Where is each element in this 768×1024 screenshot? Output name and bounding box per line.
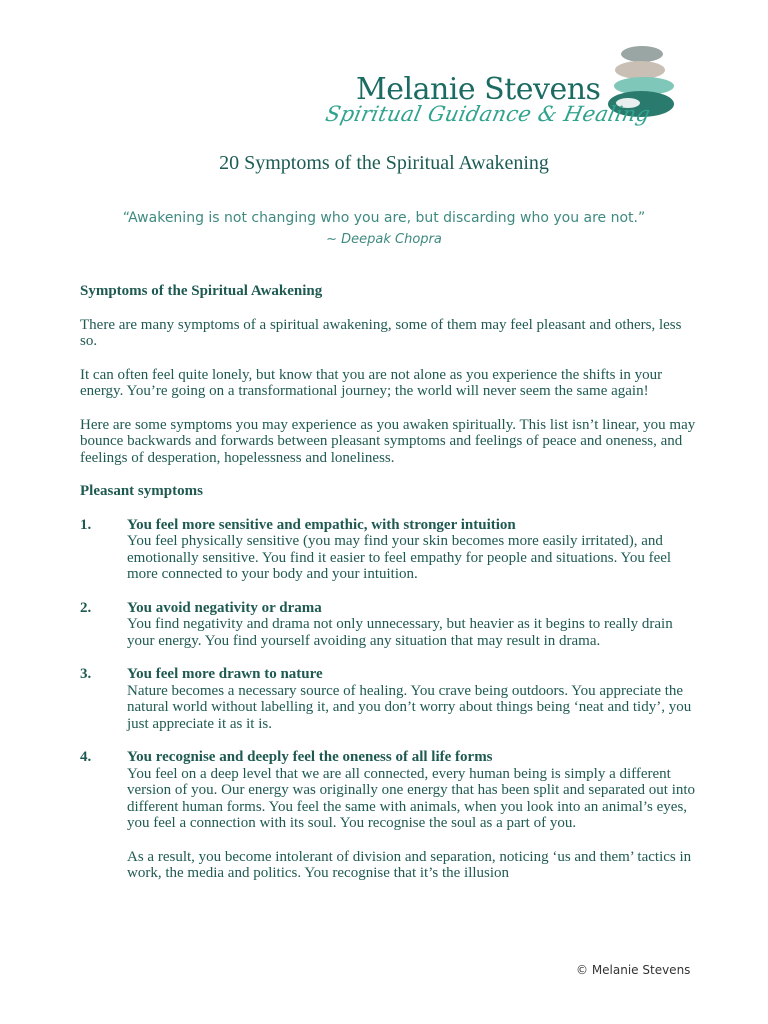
intro-paragraph: It can often feel quite lonely, but know that you are not alone as you experience the shifts in your energy. You’re going on a transformational journey; the world will never seem the same again!	[80, 366, 663, 399]
item-number: 3.	[80, 666, 92, 682]
item-text: Nature becomes a necessary source of healing. You crave being outdoors. You appreciate the natural world without labelling it, and you don’t worry about things being ‘neat and tidy’, you just appreciate it as it is.	[127, 682, 692, 732]
item-heading: You feel more sensitive and empathic, with stronger intuition	[127, 516, 516, 533]
item-number: 4.	[80, 749, 92, 765]
symptom-item	[80, 749, 700, 882]
item-heading: You avoid negativity or drama	[127, 599, 322, 616]
item-number: 2.	[80, 599, 92, 616]
item-content	[127, 666, 700, 732]
intro-paragraph: Here are some symptoms you may experience as you awaken spiritually. This list isn’t linear, you may bounce backwards and forwards between pleasant symptoms and feelings of peace and oneness, and feelings of desperation, hopelessness and loneliness.	[80, 416, 696, 466]
item-text: You find negativity and drama not only unnecessary, but heavier as it begins to really drain your energy. You find yourself avoiding any situation that may result in drama.	[127, 616, 673, 649]
logo-tagline: Spiritual Guidance & Healing	[323, 102, 653, 126]
document-body	[80, 283, 700, 899]
stone-1	[621, 46, 663, 62]
symptom-item	[80, 666, 700, 732]
quote-text: “Awakening is not changing who you are, but discarding who you are not.”	[122, 210, 646, 226]
document-title: 20 Symptoms of the Spiritual Awakening	[219, 152, 549, 174]
item-content	[127, 517, 700, 583]
quote-author: ~ Deepak Chopra	[326, 232, 442, 247]
brand-logo	[323, 42, 678, 134]
item-heading: You feel more drawn to nature	[127, 666, 323, 682]
item-text: You feel physically sensitive (you may find your skin becomes more easily irritated), and emotionally sensitive. You find it easier to feel empathy for people and situations. You feel more connected to your body and your intuition.	[127, 533, 672, 582]
copyright-footer: © Melanie Stevens	[576, 963, 691, 977]
symptom-item	[80, 600, 700, 650]
stone-2	[615, 61, 665, 79]
item-text: As a result, you become intolerant of division and separation, noticing ‘us and them’ tactics in work, the media and politics. You recognise that it’s the illusion	[127, 848, 692, 881]
item-number: 1.	[80, 516, 92, 533]
section-heading: Symptoms of the Spiritual Awakening	[80, 283, 323, 299]
item-content	[127, 600, 700, 650]
pleasant-symptoms-heading: Pleasant symptoms	[80, 483, 203, 499]
symptom-item	[80, 517, 700, 583]
item-content	[127, 749, 700, 882]
intro-paragraph: There are many symptoms of a spiritual awakening, some of them may feel pleasant and others, less so.	[80, 316, 682, 349]
item-text: You feel on a deep level that we are all connected, every human being is simply a different version of you. Our energy was originally one energy that has been split and separated out into different human forms. You feel the same with animals, when you look into an animal’s eyes, you feel a connection with its soul. You recognise the soul as a part of you.	[127, 765, 696, 831]
logo-name: Melanie Stevens	[356, 72, 601, 107]
item-heading: You recognise and deeply feel the oneness of all life forms	[127, 749, 493, 765]
